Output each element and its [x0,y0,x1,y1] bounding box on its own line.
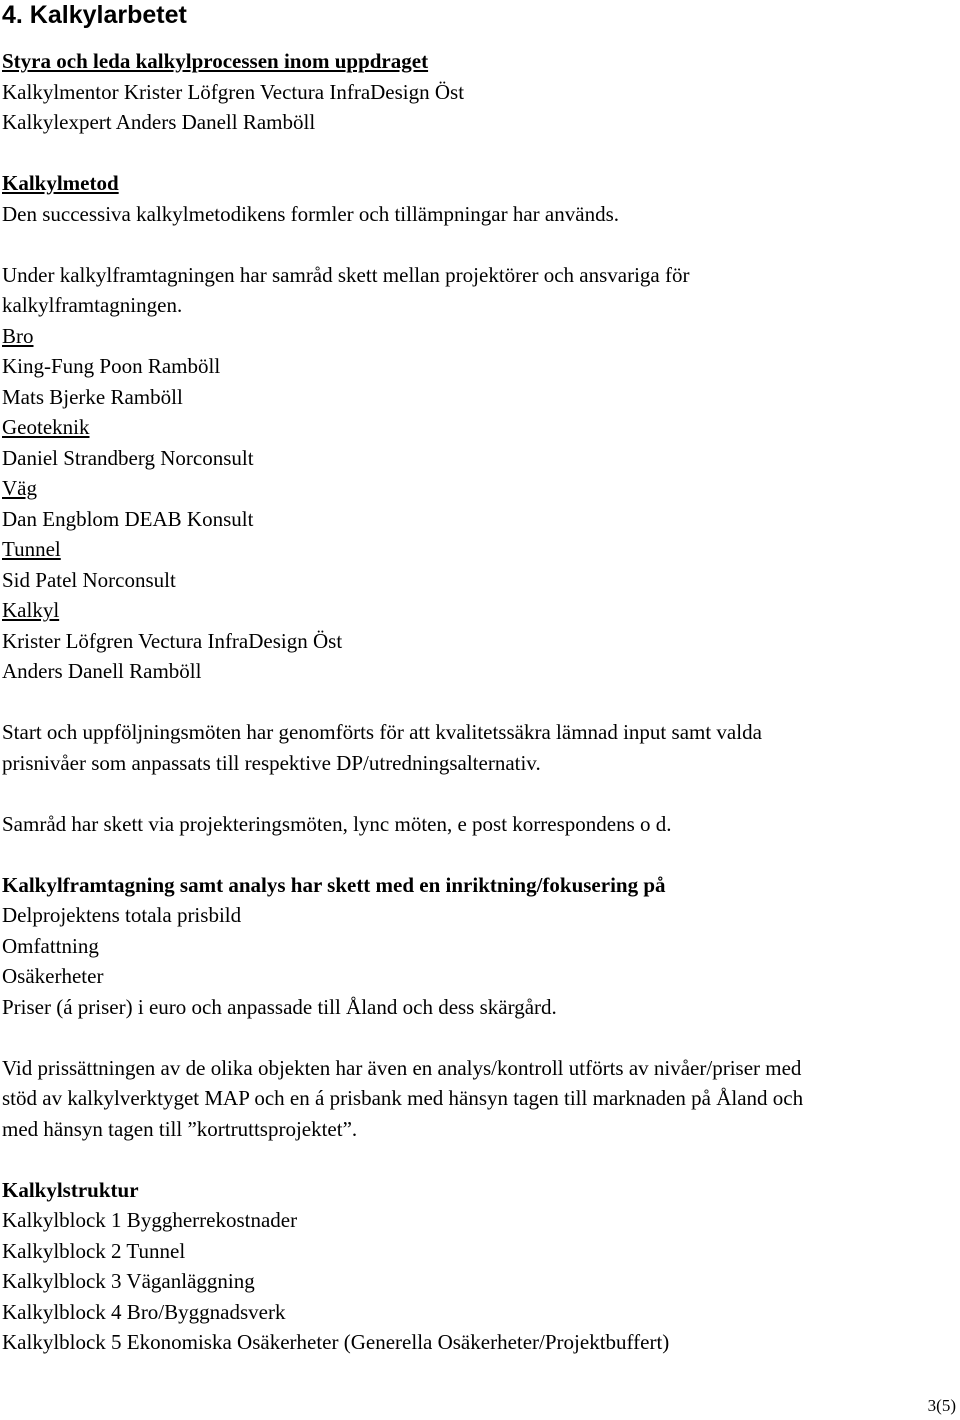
document-page [2,0,952,1358]
struktur-item: Kalkylblock 4 Bro/Byggnadsverk [2,1299,286,1324]
styra-line: Kalkylmentor Krister Löfgren Vectura InfraDesign Öst [2,79,465,104]
start-para-line: prisnivåer som anpassats till respektive DP/utredningsalternativ. [2,750,541,775]
struktur-item: Kalkylblock 3 Väganläggning [2,1269,255,1293]
struktur-heading: Kalkylstruktur [2,1177,139,1202]
discipline-bro-label: Bro [2,323,34,348]
discipline-person: Anders Danell Ramböll [2,659,202,683]
discipline-person: King-Fung Poon Ramböll [2,354,221,378]
prissattning-line: med hänsyn tagen till ”kortruttsprojektet”. [2,1116,358,1141]
fokus-item: Priser (á priser) i euro och anpassade till Åland och dess skärgård. [2,994,557,1019]
start-para-line: Start och uppföljningsmöten har genomförts för att kvalitetssäkra lämnad input samt valda [2,720,762,744]
metod-para-line: Under kalkylframtagningen har samråd skett mellan projektörer och ansvariga för [2,262,690,287]
fokus-item: Omfattning [2,933,99,958]
prissattning-line: Vid prissättningen av de olika objekten har även en analys/kontroll utförts av nivåer/priser med [2,1055,802,1080]
discipline-person: Krister Löfgren Vectura InfraDesign Öst [2,628,343,653]
styra-line: Kalkylexpert Anders Danell Ramböll [2,110,316,134]
page-number: 3(5) [927,1396,956,1415]
samrad-para: Samråd har skett via projekteringsmöten, lync möten, e post korrespondens o d. [2,811,672,836]
discipline-person: Mats Bjerke Ramböll [2,384,183,409]
fokus-item: Delprojektens totala prisbild [2,903,242,927]
spacer [2,138,952,169]
discipline-geoteknik-label: Geoteknik [2,415,90,439]
fokus-heading: Kalkylframtagning samt analys har skett med en inriktning/fokusering på [2,872,666,897]
metod-heading: Kalkylmetod [2,171,119,195]
metod-para-line: kalkylframtagningen. [2,293,183,317]
prissattning-line: stöd av kalkylverktyget MAP och en á prisbank med hänsyn tagen till marknaden på Åland och [2,1086,804,1110]
spacer [2,778,952,809]
spacer [2,1144,952,1175]
spacer [2,30,952,46]
fokus-item: Osäkerheter [2,964,104,988]
discipline-person: Sid Patel Norconsult [2,567,176,592]
discipline-person: Daniel Strandberg Norconsult [2,445,254,470]
discipline-vag-label: Väg [2,476,37,500]
struktur-item: Kalkylblock 1 Byggherrekostnader [2,1208,298,1232]
struktur-item: Kalkylblock 2 Tunnel [2,1238,186,1263]
discipline-person: Dan Engblom DEAB Konsult [2,506,254,531]
spacer [2,1022,952,1053]
spacer [2,687,952,718]
styra-heading: Styra och leda kalkylprocessen inom uppdraget [2,49,429,73]
spacer [2,229,952,260]
metod-line: Den successiva kalkylmetodikens formler och tillämpningar har används. [2,201,619,226]
section-title: 4. Kalkylarbetet [2,1,187,29]
struktur-item: Kalkylblock 5 Ekonomiska Osäkerheter (Generella Osäkerheter/Projektbuffert) [2,1330,670,1354]
discipline-kalkyl-label: Kalkyl [2,598,60,622]
discipline-tunnel-label: Tunnel [2,537,61,561]
spacer [2,839,952,870]
